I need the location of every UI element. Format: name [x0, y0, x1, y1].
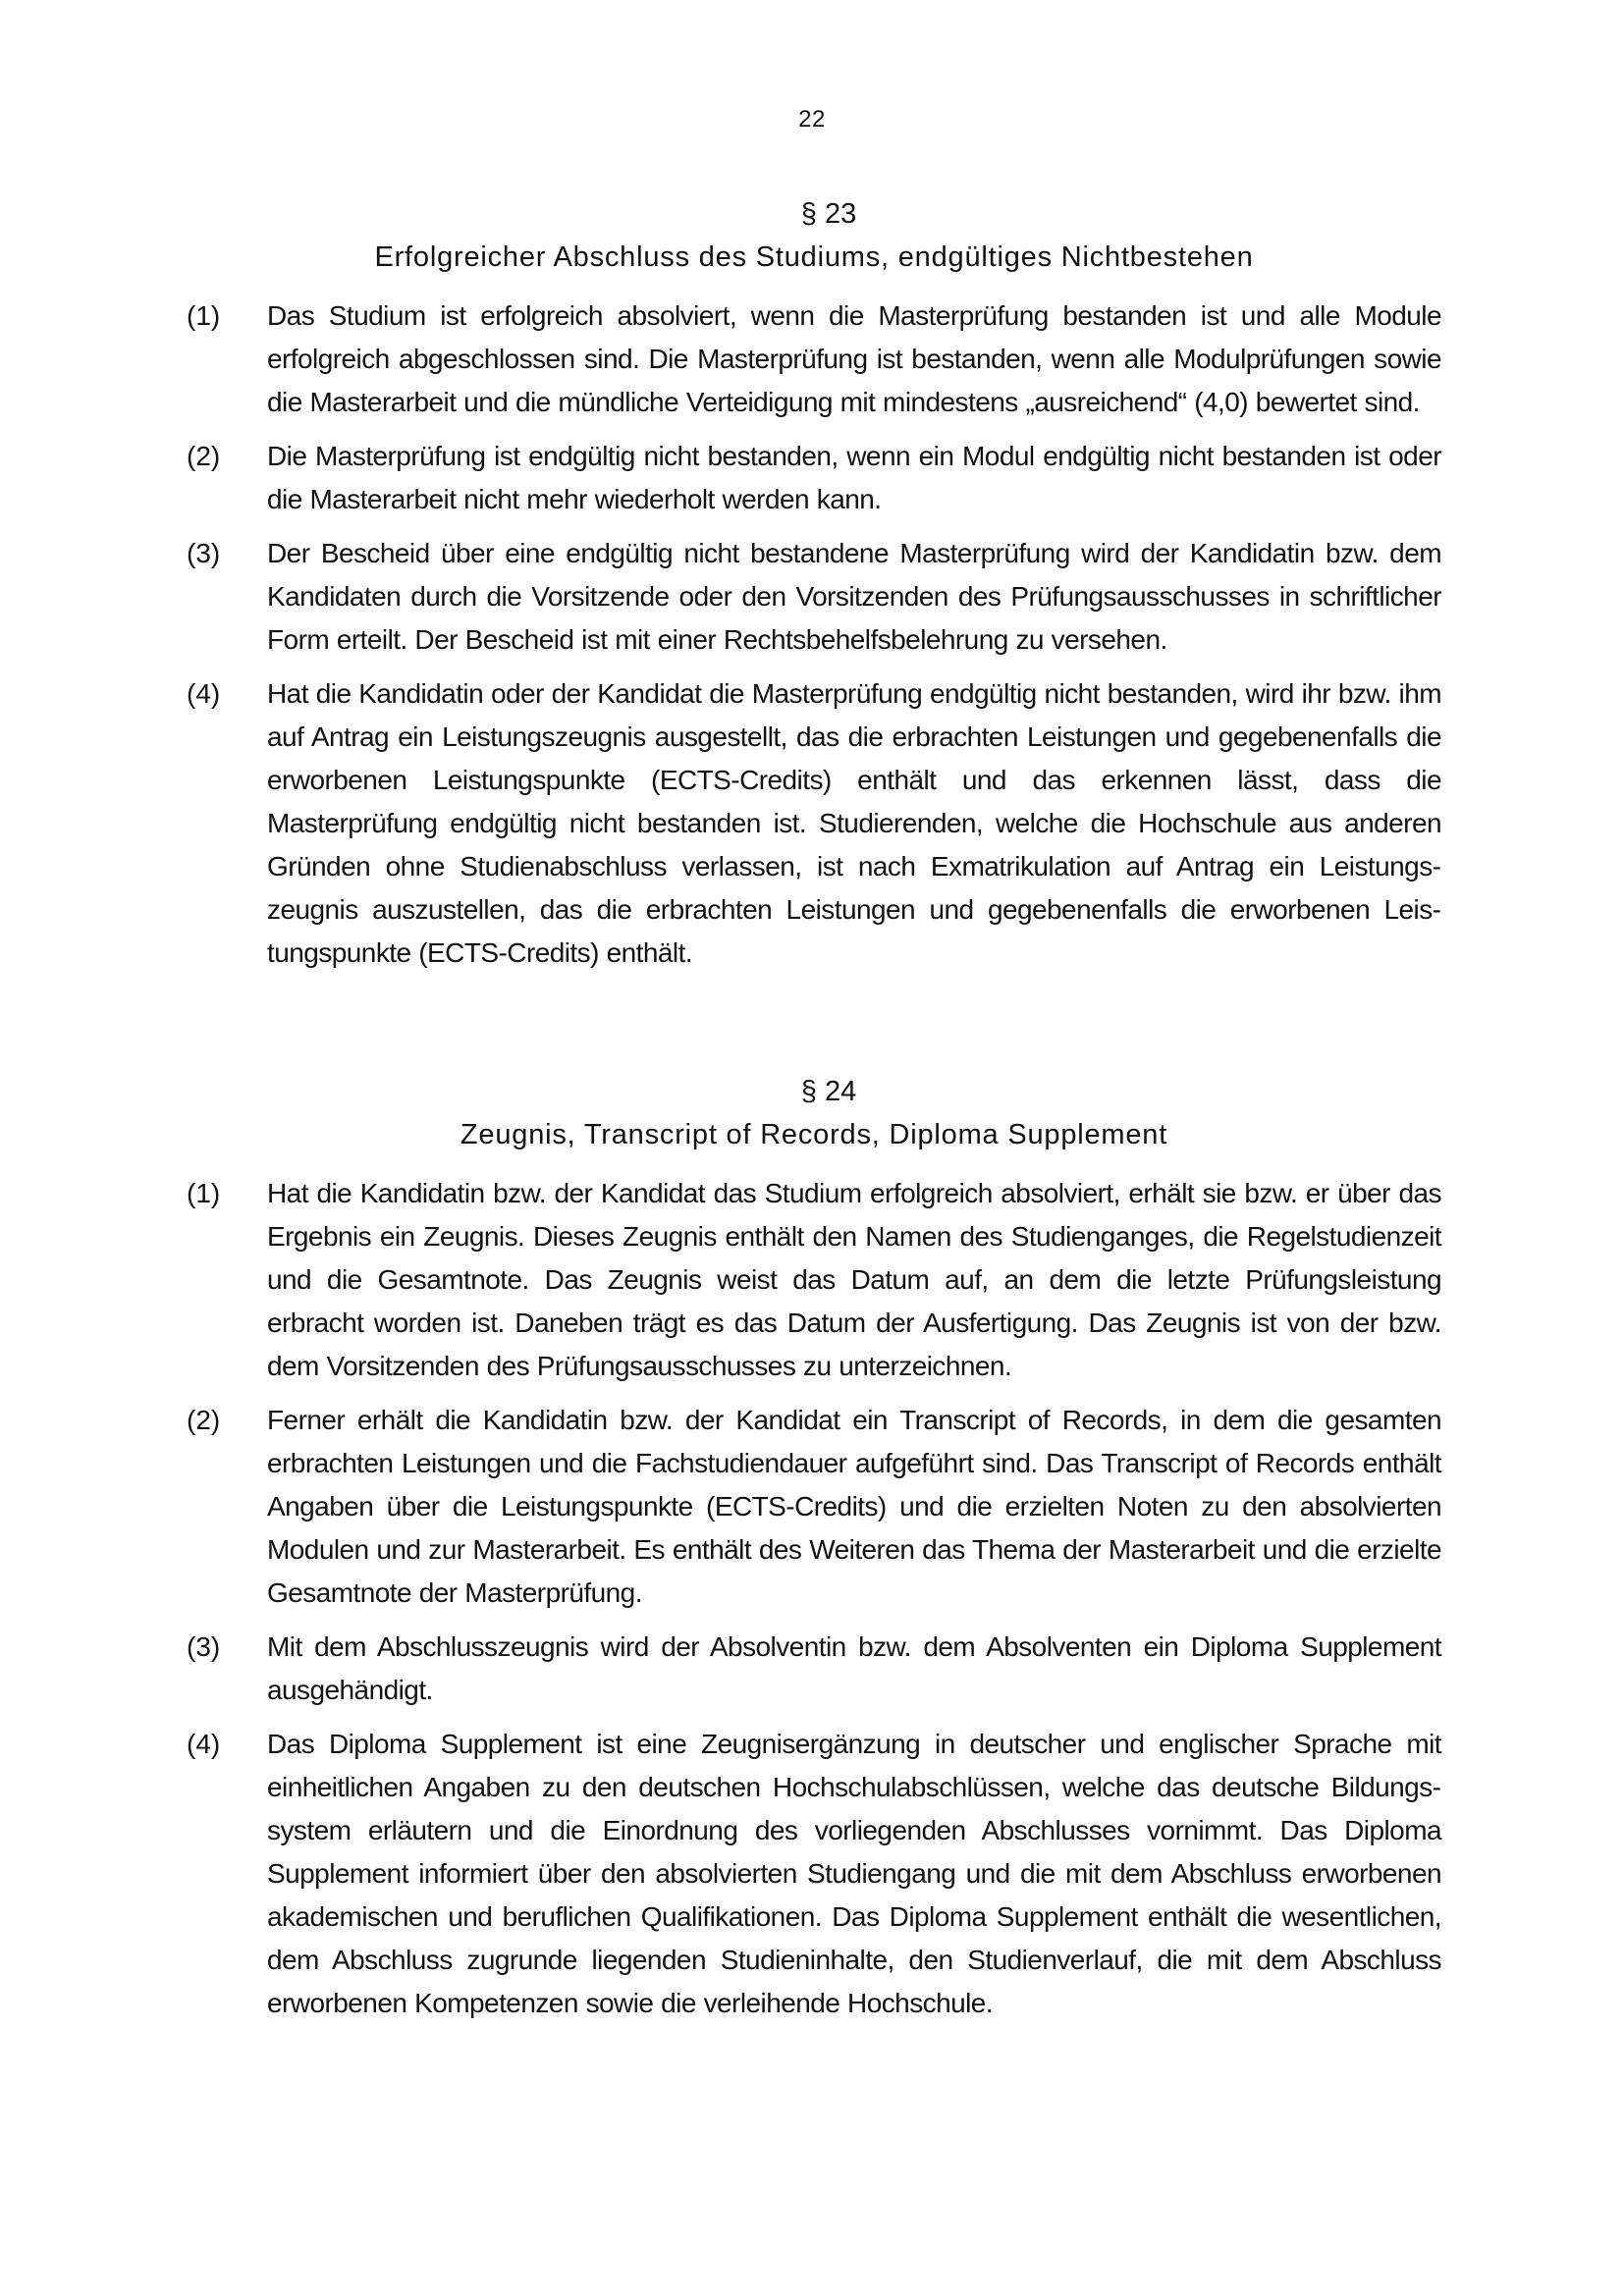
paragraph-text: Mit dem Abschlusszeugnis wird der Absolventin bzw. dem Absolventen ein Diploma Supplement ausgehändigt.: [267, 1631, 1441, 1705]
paragraph-number: (2): [187, 1405, 221, 1435]
paragraph-number: (4): [187, 1729, 221, 1759]
section-number: § 24: [800, 1076, 857, 1107]
paragraph-text: Die Masterprüfung ist endgültig nicht bestanden, wenn ein Modul endgültig nicht bestanden ist oder die Masterarbeit nicht mehr wiederholt werden kann.: [267, 441, 1441, 514]
paragraph-number: (2): [187, 441, 221, 471]
section-number: § 23: [800, 198, 857, 230]
paragraph-number: (1): [187, 300, 221, 331]
paragraph-text: Hat die Kandidatin bzw. der Kandidat das Studium erfolgreich absolviert, erhält sie bzw. er über das Ergebnis ein Zeugnis. Dieses Zeugnis enthält den Namen des Studienganges, die Regelstudienzeit und die Gesamtnote. Das Zeugnis weist das Datum auf, an dem die letzte Prüfungsleistung erbracht worden ist. Daneben trägt es das Datum der Ausfertigung. Das Zeugnis ist von der bzw. dem Vorsitzenden des Prüfungsausschusses zu unterzeichnen.: [267, 1178, 1441, 1381]
paragraph-text: Der Bescheid über eine endgültig nicht bestandene Masterprüfung wird der Kandidatin bzw. dem Kandidaten durch die Vorsitzende oder den Vorsitzenden des Prüfungsausschusses in schriftlicher Form erteilt. Der Bescheid ist mit einer Rechtsbehelfsbelehrung zu versehen.: [267, 538, 1441, 655]
paragraph-number: (1): [187, 1178, 221, 1208]
paragraph-text: Ferner erhält die Kandidatin bzw. der Kandidat ein Transcript of Records, in dem die gesamten erbrachten Leistungen und die Fachstudiendauer aufgeführt sind. Das Transcript of Records enthält Angaben über die Leistungspunkte (ECTS-Credits) und die erzielten Noten zu den absolvierten Modulen und zur Masterarbeit. Es enthält des Weiteren das Thema der Masterarbeit und die erzielte Gesamtnote der Masterprüfung.: [267, 1405, 1441, 1608]
section-24: [187, 1070, 1441, 2036]
paragraph: [187, 532, 1441, 662]
paragraph: [187, 1723, 1441, 2025]
section-title: Erfolgreicher Abschluss des Studiums, endgültiges Nichtbestehen: [374, 241, 1254, 273]
paragraph-number: (3): [187, 538, 221, 568]
paragraph: [187, 1172, 1441, 1388]
paragraph-text: Das Studium ist erfolgreich absolviert, wenn die Masterprüfung bestanden ist und alle Module erfolgreich abgeschlossen sind. Die Masterprüfung ist bestanden, wenn alle Modulprüfungen sowie die Masterarbeit und die mündliche Verteidigung mit mindestens „ausreichend“ (4,0) bewertet sind.: [267, 300, 1441, 417]
paragraph-number: (3): [187, 1631, 221, 1662]
paragraph: [187, 435, 1441, 521]
page-number: 22: [798, 106, 826, 133]
section-title: Zeugnis, Transcript of Records, Diploma Supplement: [460, 1119, 1168, 1150]
paragraph: [187, 672, 1441, 975]
paragraph-text: Hat die Kandidatin oder der Kandidat die Masterprüfung endgültig nicht bestanden, wird ihr bzw. ihm auf Antrag ein Leistungszeugnis ausgestellt, das die erbrachten Leistungen und gegebenenfalls die erworbenen Leistungspunkte (ECTS-Credits) enthält und das erkennen lässt, dass die Masterprüfung endgültig nicht bestanden ist. Studierenden, welche die Hochschule aus anderen Gründen ohne Studienabschluss verlassen, ist nach Exmatrikulation auf Antrag ein Leistungszeugnis auszustellen, das die erbrachten Leistungen und gegebenenfalls die erworbenen Leistungspunkte (ECTS-Credits) enthält.: [267, 678, 1441, 968]
paragraph: [187, 1626, 1441, 1712]
paragraph-text: Das Diploma Supplement ist eine Zeugnisergänzung in deutscher und englischer Sprache mit einheitlichen Angaben zu den deutschen Hochschulabschlüssen, welche das deutsche Bildungssystem erläutern und die Einordnung des vorliegenden Abschlusses vornimmt. Das Diploma Supplement informiert über den absolvierten Studiengang und die mit dem Abschluss erworbenen akademischen und beruflichen Qualifikationen. Das Diploma Supplement enthält die wesentlichen, dem Abschluss zugrunde liegenden Studieninhalte, den Studienverlauf, die mit dem Abschluss erworbenen Kompetenzen sowie die verleihende Hochschule.: [267, 1729, 1441, 2018]
paragraph: [187, 1399, 1441, 1615]
section-23: [187, 192, 1441, 986]
paragraph-number: (4): [187, 678, 221, 709]
paragraph: [187, 294, 1441, 424]
